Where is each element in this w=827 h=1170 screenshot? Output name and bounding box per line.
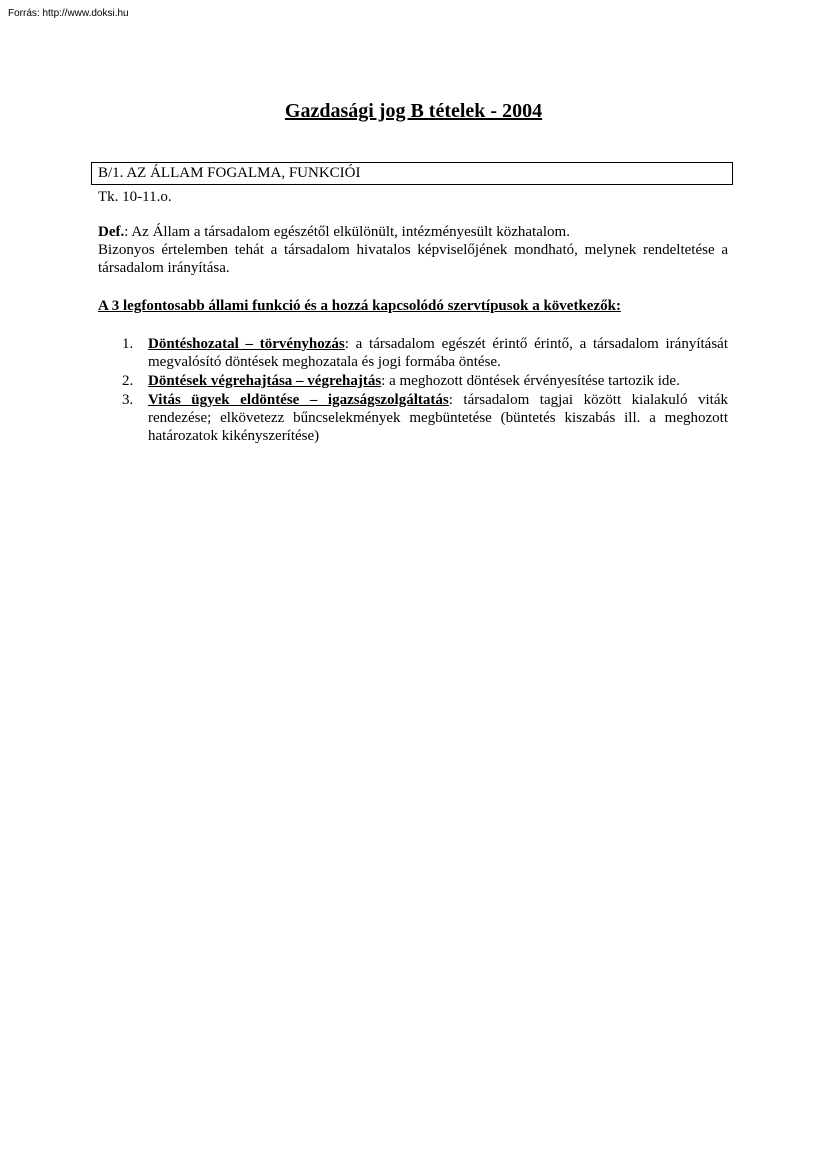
function-description: : a meghozott döntések érvényesítése tartozik ide. — [381, 373, 680, 389]
function-term: Vitás ügyek eldöntése – igazságszolgáltatás — [148, 392, 449, 408]
list-item-number: 3. — [122, 392, 134, 408]
definition-continuation: Bizonyos értelemben tehát a társadalom hivatalos képviselőjének mondható, melynek rendeltetése a társadalom irányítása. — [98, 242, 728, 276]
document-body — [98, 188, 728, 446]
document-title: Gazdasági jog B tételek - 2004 — [284, 100, 543, 122]
function-term: Döntéshozatal – törvényhozás — [148, 336, 345, 352]
functions-list — [98, 335, 728, 445]
source-url-label: Forrás: http://www.doksi.hu — [8, 8, 129, 19]
list-item-number: 1. — [122, 336, 134, 352]
list-item — [98, 391, 728, 445]
function-term: Döntések végrehajtása – végrehajtás — [148, 373, 382, 389]
function-description: : társadalom tagjai között kialakuló viták rendezése; elkövetezz bűncselekmények megbüntetése (büntetés kiszabás ill. a meghozott határozatok kikényszerítése) — [148, 392, 728, 444]
list-item-number: 2. — [122, 373, 134, 389]
list-item — [98, 335, 728, 371]
definition-paragraph — [98, 223, 728, 241]
function-description: : a társadalom egészét érintő érintő, a társadalom irányítását megvalósító döntések meghozatala és jogi formába öntése. — [148, 336, 728, 370]
definition-label: Def. — [98, 224, 125, 240]
section-heading-box: B/1. AZ ÁLLAM FOGALMA, FUNKCIÓI — [91, 162, 733, 185]
definition-text: : Az Állam a társadalom egészétől elkülönült, intézményesült közhatalom. — [124, 224, 570, 240]
list-item — [98, 372, 728, 390]
functions-heading: A 3 legfontosabb állami funkció és a hozzá kapcsolódó szervtípusok a következők: — [98, 298, 621, 314]
textbook-reference: Tk. 10-11.o. — [98, 189, 172, 205]
